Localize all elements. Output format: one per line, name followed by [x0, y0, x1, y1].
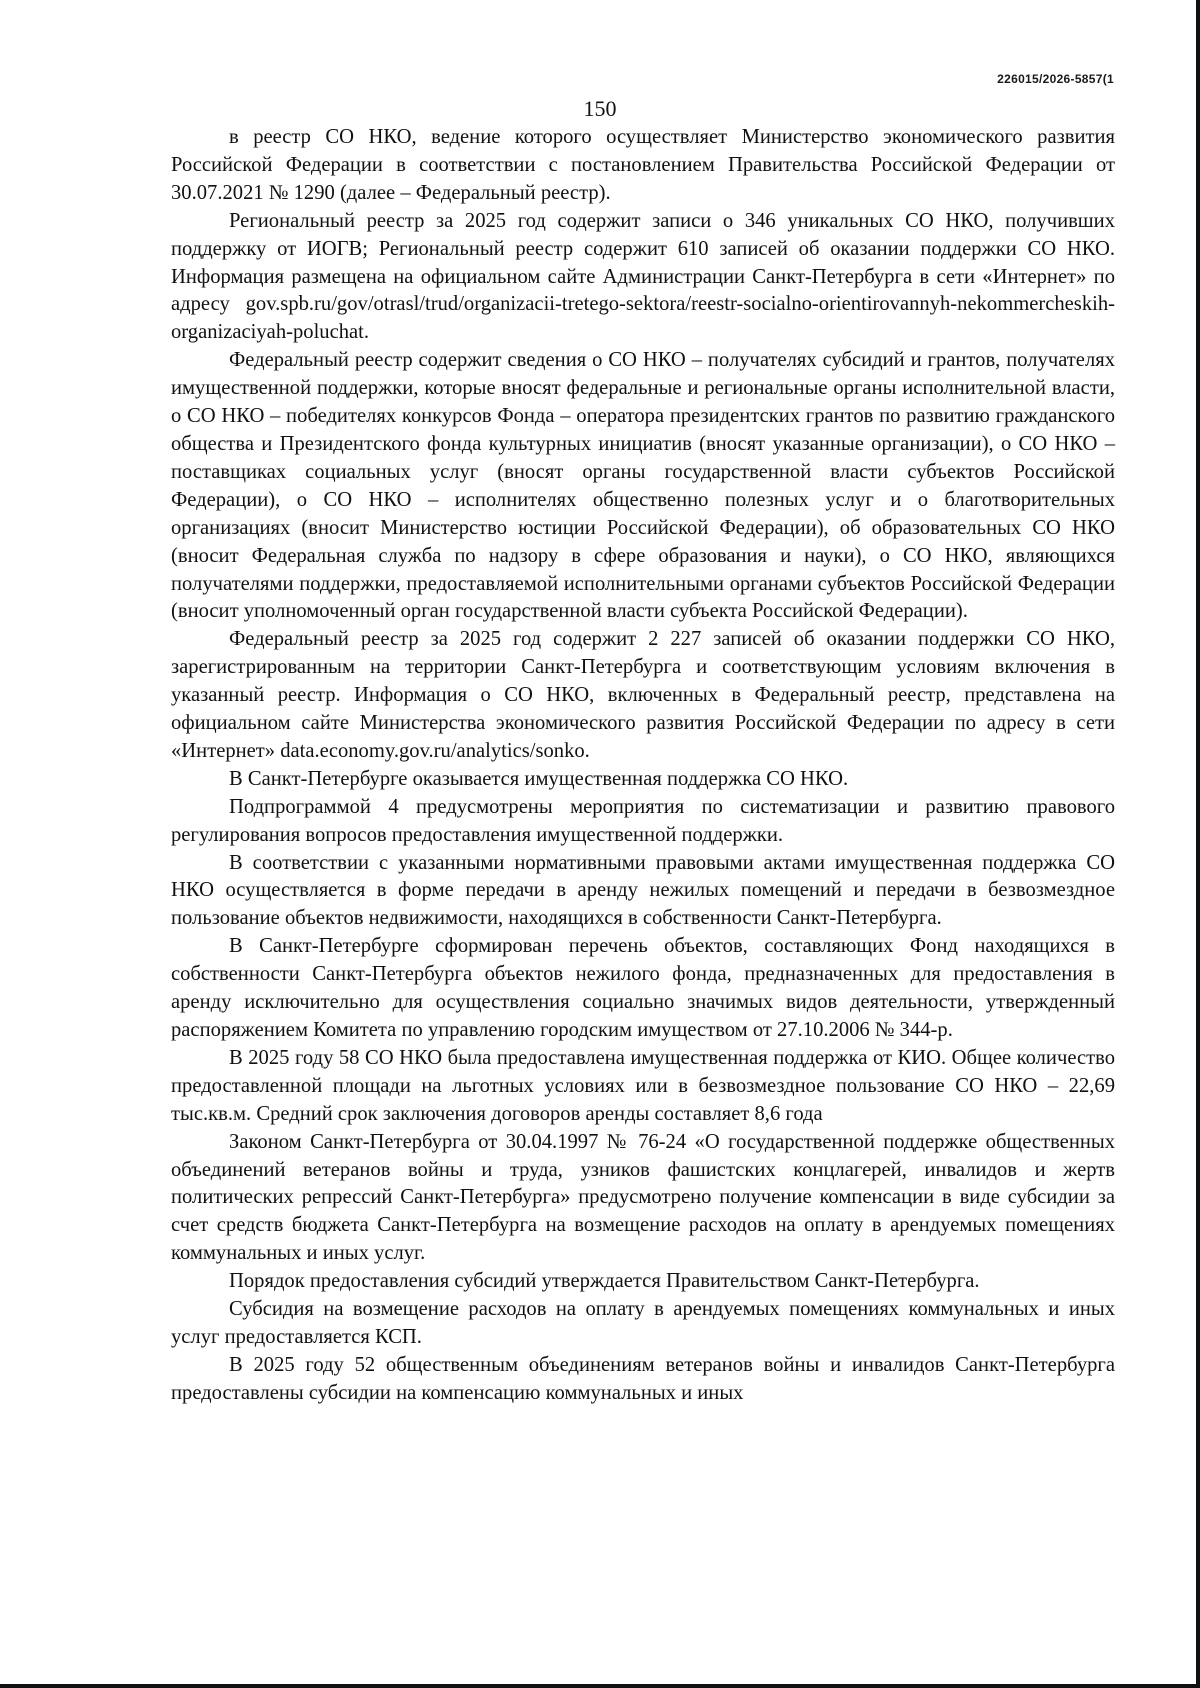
scan-edge-bottom [0, 1684, 1200, 1688]
document-body [171, 124, 1115, 1408]
paragraph: Федеральный реестр содержит сведения о СО НКО – получателях субсидий и грантов, получателях имущественной поддержки, которые вносят федеральные и региональные органы исполнительной власти, о СО НКО – победителях конкурсов Фонда – оператора президентских грантов по развитию гражданского общества и Президентского фонда культурных инициатив (вносят указанные организации), о СО НКО – поставщиках социальных услуг (вносят органы государственной власти субъектов Российской Федерации), о СО НКО – исполнителях общественно полезных услуг и о благотворительных организациях (вносит Министерство юстиции Российской Федерации), об образовательных СО НКО (вносит Федеральная служба по надзору в сфере образования и науки), о СО НКО, являющихся получателями поддержки, предоставляемой исполнительными органами субъектов Российской Федерации (вносит уполномоченный орган государственной власти субъекта Российской Федерации). [171, 349, 1115, 623]
paragraph: Федеральный реестр за 2025 год содержит 2 227 записей об оказании поддержки СО НКО, зарегистрированным на территории Санкт-Петербурга и соответствующим условиям включения в указанный реестр. Информация о СО НКО, включенных в Федеральный реестр, представлена на официальном сайте Министерства экономического развития Российской Федерации по адресу в сети «Интернет» data.economy.gov.ru/analytics/sonko. [171, 628, 1115, 762]
paragraph: Региональный реестр за 2025 год содержит записи о 346 уникальных СО НКО, получивших поддержку от ИОГВ; Региональный реестр содержит 610 записей об оказании поддержки СО НКО. Информация размещена на официальном сайте Администрации Санкт-Петербурга в сети «Интернет» по адресу gov.spb.ru/gov/otrasl/trud/organizacii-tretego-sektora/reestr-socialno-orientirovannyh-nekommercheskih-organizaciyah-poluchat. [171, 209, 1115, 344]
paragraph: Субсидия на возмещение расходов на оплату в арендуемых помещениях коммунальных и иных услуг предоставляется КСП. [171, 1298, 1115, 1348]
paragraph: В 2025 году 52 общественным объединениям ветеранов войны и инвалидов Санкт-Петербурга предоставлены субсидии на компенсацию коммунальных и иных [171, 1353, 1115, 1404]
page-number: 150 [583, 96, 617, 121]
paragraph: Законом Санкт-Петербурга от 30.04.1997 № 76-24 «О государственной поддержке общественных объединений ветеранов войны и труда, узников фашистских концлагерей, инвалидов и жертв политических репрессий Санкт-Петербурга» предусмотрено получение компенсации в виде субсидии за счет средств бюджета Санкт-Петербурга на возмещение расходов на оплату в арендуемых помещениях коммунальных и иных услуг. [171, 1130, 1115, 1265]
paragraph: В 2025 году 58 СО НКО была предоставлена имущественная поддержка от КИО. Общее количество предоставленной площади на льготных условиях или в безвозмездное пользование СО НКО – 22,69 тыс.кв.м. Средний срок заключения договоров аренды составляет 8,6 года [171, 1046, 1115, 1125]
paragraph: В Санкт-Петербурге сформирован перечень объектов, составляющих Фонд находящихся в собственности Санкт-Петербурга объектов нежилого фонда, предназначенных для предоставления в аренду исключительно для осуществления социально значимых видов деятельности, утвержденный распоряжением Комитета по управлению городским имуществом от 27.10.2006 № 344-р. [171, 935, 1115, 1041]
paragraph: Подпрограммой 4 предусмотрены мероприятия по систематизации и развитию правового регулирования вопросов предоставления имущественной поддержки. [171, 795, 1115, 846]
paragraph: В Санкт-Петербурге оказывается имущественная поддержка СО НКО. [229, 767, 849, 790]
paragraph: В соответствии с указанными нормативными правовыми актами имущественная поддержка СО НКО осуществляется в форме передачи в аренду нежилых помещений и передачи в безвозмездное пользование объектов недвижимости, находящихся в собственности Санкт-Петербурга. [171, 851, 1115, 930]
scan-edge-right [1196, 0, 1200, 1688]
paragraph: Порядок предоставления субсидий утверждается Правительством Санкт-Петербурга. [229, 1270, 980, 1293]
paragraph: в реестр СО НКО, ведение которого осуществляет Министерство экономического развития Российской Федерации в соответствии с постановлением Правительства Российской Федерации от 30.07.2021 № 1290 (далее – Федеральный реестр). [171, 126, 1115, 204]
document-registration-number: 226015/2026-5857(1 [997, 72, 1114, 86]
